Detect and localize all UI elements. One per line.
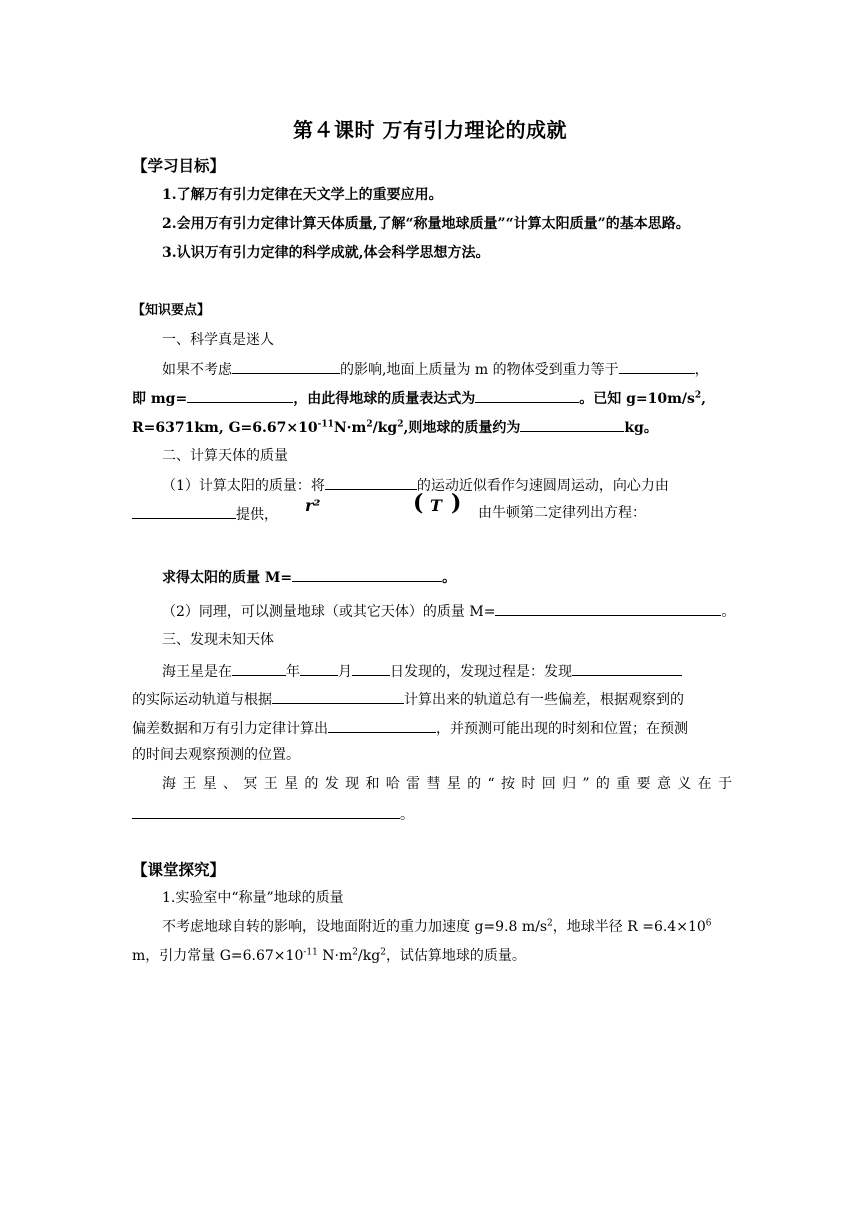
inquiry-paragraph-2: m，引力常量 $G=6.67\times 10^{-11}$ $N\cdot m^2/kg^2$，试估算地球的质量。 — [132, 947, 526, 964]
answer-blank[interactable] — [325, 474, 417, 490]
section-2-title: 二、计算天体的质量 — [162, 448, 288, 464]
objectives-heading: 【学习目标】 — [132, 157, 226, 175]
sec1-paragraph-2: 即 mg= ，由此得地球的质量表达式为 。已知 $g=10m/s^2$, — [132, 387, 706, 409]
answer-blank[interactable] — [272, 688, 404, 704]
section-3-title: 三、发现未知天体 — [162, 632, 274, 648]
formula-fragment-r2: r² — [305, 496, 321, 515]
sec3-paragraph-5: 海王星、冥王星的发现和哈雷彗星的“按时回归”的重要意义在于 — [162, 776, 732, 792]
objective-item-1: 1.了解万有引力定律在天文学上的重要应用。 — [162, 187, 443, 203]
answer-blank[interactable] — [572, 660, 682, 676]
sec1-paragraph-1: 如果不考虑 的影响,地面上质量为 m 的物体受到重力等于 ， — [162, 358, 709, 380]
answer-blank[interactable] — [495, 600, 721, 616]
sec2-paragraph-2: 提供， — [132, 503, 278, 525]
sec1-paragraph-3: R=6371km, $G=6.67\times 10^{-11}N\cdot m^2/kg^2$,则地球的质量约为 kg。 — [132, 416, 658, 438]
sec2-paragraph-4: （2）同理，可以测量地球（或其它天体）的质量 M= 。 — [162, 600, 735, 622]
objective-item-3: 3.认识万有引力定律的科学成就,体会科学思想方法。 — [162, 245, 490, 261]
sec3-paragraph-4: 的时间去观察预测的位置。 — [132, 747, 300, 763]
objective-item-2: 2.会用万有引力定律计算天体质量,了解“称量地球质量”“计算太阳质量”的基本思路。 — [162, 216, 690, 232]
answer-blank[interactable] — [292, 566, 442, 582]
sec3-paragraph-1: 海王星是在 年 月 日发现的，发现过程是：发现 — [162, 660, 682, 682]
formula-right-paren: ) — [451, 490, 462, 516]
answer-blank[interactable] — [132, 503, 236, 519]
answer-blank[interactable] — [300, 660, 338, 676]
answer-blank[interactable] — [475, 387, 579, 403]
section-1-title: 一、科学真是迷人 — [162, 332, 274, 348]
sec2-paragraph-1: （1）计算太阳的质量：将 的运动近似看作匀速圆周运动，向心力由 — [162, 474, 669, 496]
sec2-paragraph-2-tail: 由牛顿第二定律列出方程： — [478, 505, 646, 521]
formula-fragment-T: T — [430, 496, 442, 515]
inquiry-subheading-1: 1.实验室中“称量”地球的质量 — [162, 890, 344, 906]
knowledge-heading: 【知识要点】 — [132, 303, 211, 318]
answer-blank[interactable] — [232, 358, 340, 374]
sec2-paragraph-3: 求得太阳的质量 M= 。 — [162, 566, 456, 588]
answer-blank[interactable] — [352, 660, 390, 676]
sec3-paragraph-6: 。 — [132, 803, 414, 825]
answer-blank[interactable] — [619, 358, 695, 374]
answer-blank[interactable] — [132, 803, 400, 819]
answer-blank[interactable] — [232, 660, 286, 676]
formula-left-paren: ( — [413, 490, 424, 516]
sec3-paragraph-2: 的实际运动轨道与根据 计算出来的轨道总有一些偏差，根据观察到的 — [132, 688, 684, 710]
page-title: 第４课时 万有引力理论的成就 — [293, 118, 567, 142]
inquiry-paragraph-1: 不考虑地球自转的影响，设地面附近的重力加速度 g=9.8 $m/s^2$，地球半径 $R =6.4\times 10^6$ — [162, 918, 712, 935]
sec3-paragraph-3: 偏差数据和万有引力定律计算出 ，并预测可能出现的时刻和位置；在预测 — [132, 717, 688, 739]
answer-blank[interactable] — [328, 717, 436, 733]
inquiry-heading: 【课堂探究】 — [132, 861, 226, 879]
answer-blank[interactable] — [187, 387, 293, 403]
answer-blank[interactable] — [520, 416, 624, 432]
